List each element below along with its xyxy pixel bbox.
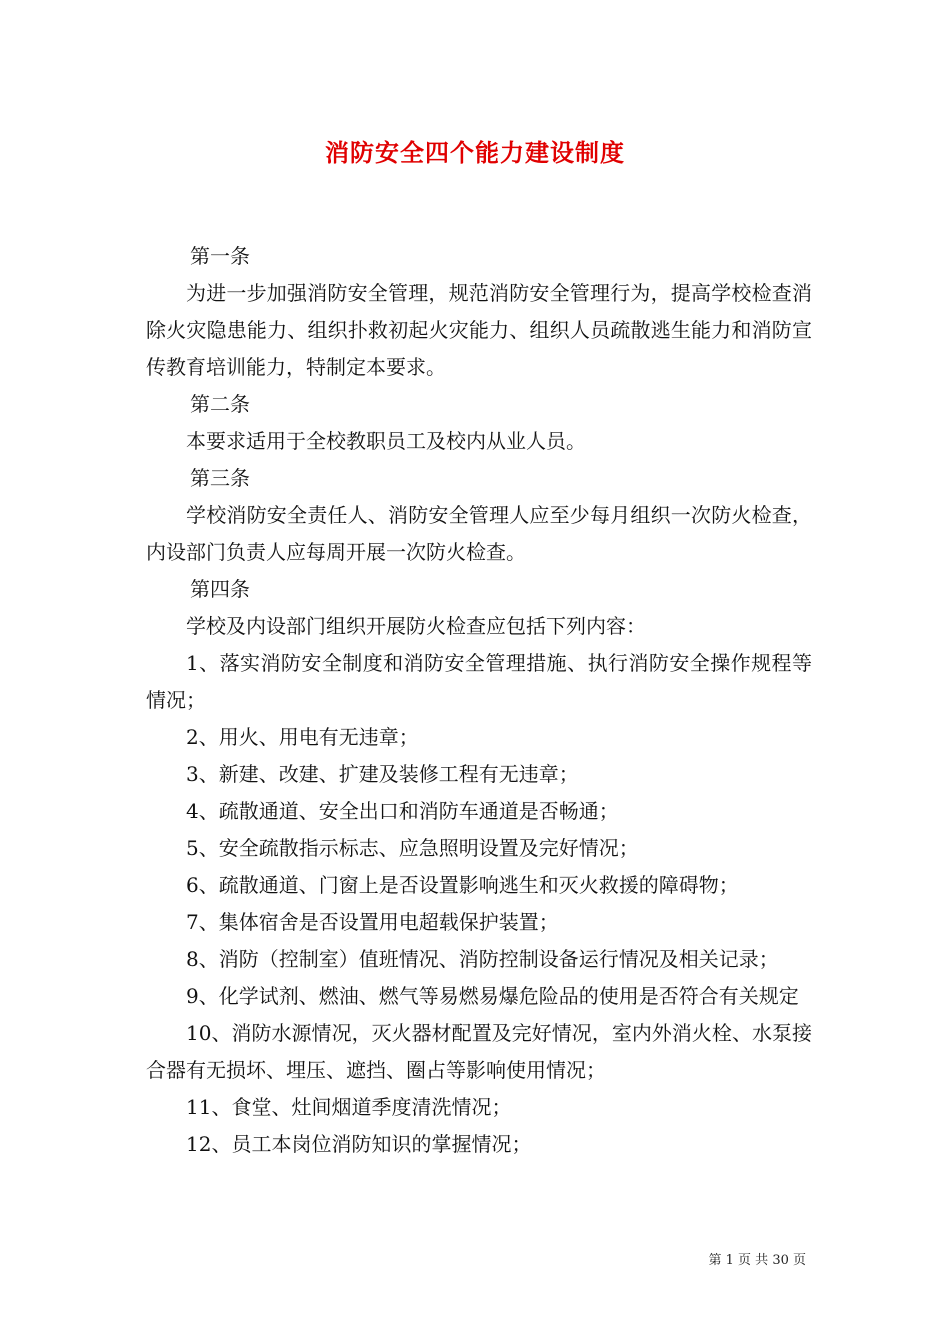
paragraph: 学校及内设部门组织开展防火检查应包括下列内容： [186,614,646,638]
list-item: 12、员工本岗位消防知识的掌握情况； [186,1132,532,1156]
article-heading-2: 第二条 [190,392,250,416]
list-item: 4、疏散通道、安全出口和消防车通道是否畅通； [186,799,619,823]
list-item: 5、安全疏散指示标志、应急照明设置及完好情况； [186,836,639,860]
document-body [146,238,812,1163]
list-item: 10、消防水源情况，灭火器材配置及完好情况，室内外消火栓、水泵接合器有无损坏、埋压、遮挡、圈占等影响使用情况； [146,1021,812,1082]
list-item: 3、新建、改建、扩建及装修工程有无违章； [186,762,579,786]
list-item: 6、疏散通道、门窗上是否设置影响逃生和灭火救援的障碍物； [186,873,739,897]
list-item: 2、用火、用电有无违章； [186,725,419,749]
list-item: 1、落实消防安全制度和消防安全管理措施、执行消防安全操作规程等情况； [146,651,812,712]
list-item: 11、食堂、灶间烟道季度清洗情况； [186,1095,512,1119]
article-heading-3: 第三条 [190,466,250,490]
list-item: 8、消防（控制室）值班情况、消防控制设备运行情况及相关记录； [186,947,779,971]
list-item: 9、化学试剂、燃油、燃气等易燃易爆危险品的使用是否符合有关规定 [186,984,799,1008]
paragraph: 为进一步加强消防安全管理，规范消防安全管理行为，提高学校检查消除火灾隐患能力、组织扑救初起火灾能力、组织人员疏散逃生能力和消防宣传教育培训能力，特制定本要求。 [146,281,812,379]
article-heading-1: 第一条 [190,244,250,268]
list-item: 7、集体宿舍是否设置用电超载保护装置； [186,910,559,934]
document-title: 消防安全四个能力建设制度 [325,138,625,167]
paragraph: 学校消防安全责任人、消防安全管理人应至少每月组织一次防火检查，内设部门负责人应每周开展一次防火检查。 [146,503,812,564]
article-heading-4: 第四条 [190,577,250,601]
paragraph: 本要求适用于全校教职员工及校内从业人员。 [186,429,586,453]
page-number: 第 1 页 共 30 页 [708,1253,806,1268]
